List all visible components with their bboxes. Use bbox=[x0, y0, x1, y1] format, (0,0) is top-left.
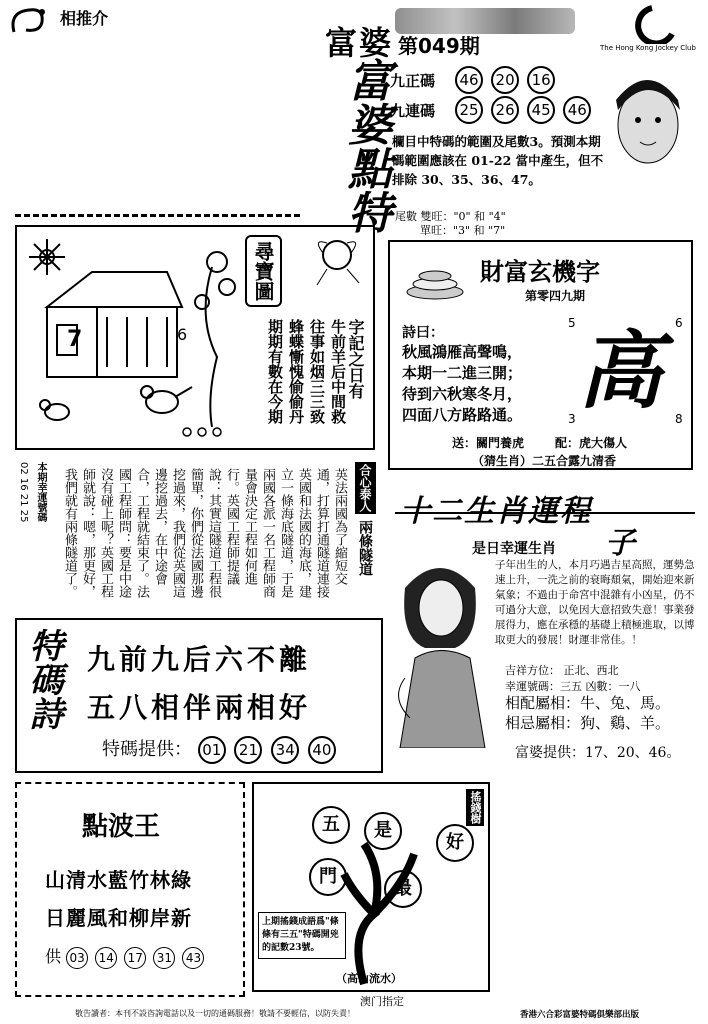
tree-fruit: 門 bbox=[309, 858, 347, 896]
page-title: 富婆 bbox=[325, 24, 394, 62]
house-number-7: 7 bbox=[67, 327, 83, 352]
lian-number: 46 bbox=[563, 96, 591, 124]
tail-double-value: "0" 和 "4" bbox=[453, 210, 506, 223]
swirl-icon bbox=[4, 2, 64, 42]
wave-provide bbox=[45, 944, 206, 969]
corner-text: 相推介 bbox=[60, 9, 109, 28]
story-side-label: 本期幸運號碼 bbox=[35, 462, 46, 522]
corner-num-bl: 3 bbox=[568, 412, 576, 426]
tail-single-value: "3" 和 "7" bbox=[453, 224, 506, 237]
tree-fruit: 五 bbox=[312, 806, 350, 844]
zheng-number: 16 bbox=[527, 66, 555, 94]
column-title: 富婆點特 bbox=[340, 58, 391, 234]
wave-line1: 山清水藍竹林綠 bbox=[45, 868, 192, 892]
wave-line2: 日麗風和柳岸新 bbox=[45, 906, 192, 930]
treasure-poem-line: 蜂蝶慚愧偷偷丹 bbox=[287, 319, 305, 424]
corner-num-br: 8 bbox=[675, 412, 683, 426]
zheng-label: 九正碼 bbox=[390, 72, 436, 90]
story-title: 兩條隧道 bbox=[357, 520, 373, 576]
tree-icon bbox=[195, 252, 235, 427]
zodiac-provide: 富婆提供：17、20、46。 bbox=[515, 745, 681, 761]
story-side bbox=[18, 462, 48, 602]
special-number: 40 bbox=[308, 736, 336, 764]
tree-fruit: 是 bbox=[364, 812, 402, 850]
treasure-poem-line: 往事如烟三三致 bbox=[308, 319, 326, 424]
treasure-poem-title: 字記之日有 bbox=[346, 319, 365, 399]
fortune-sender: 送：關門養虎 bbox=[452, 436, 525, 450]
lucky-zodiac: 子 bbox=[605, 526, 635, 561]
fortune-poem-line: 秋風鴻雁高聲鳴， bbox=[402, 343, 523, 361]
wave-king-panel bbox=[15, 782, 245, 997]
zodiac-stroke bbox=[395, 512, 695, 514]
fortune-receiver: 配：虎大傷人 bbox=[555, 436, 628, 450]
fortune-poem-line: 本期一二進三開； bbox=[402, 364, 523, 382]
treasure-map-panel bbox=[15, 225, 375, 450]
wave-number: 43 bbox=[182, 947, 204, 969]
house-number-6: 6 bbox=[177, 325, 188, 344]
lucky-zodiac-label: 是日幸運生肖 bbox=[472, 541, 556, 557]
zodiac-match: 相配屬相：牛、兔、馬。 bbox=[505, 694, 671, 712]
fortune-issue: 第零四九期 bbox=[525, 289, 586, 303]
tree-fruit: 最 bbox=[384, 870, 422, 908]
corner-num-tr: 6 bbox=[675, 316, 683, 330]
money-tree-panel bbox=[252, 782, 490, 992]
wave-provide-label: 供 bbox=[45, 947, 62, 966]
special-poem-provide-label: 特碼提供： bbox=[102, 739, 192, 760]
story-side-numbers: 02 16 21 25 bbox=[18, 462, 29, 523]
lian-label: 九連碼 bbox=[390, 102, 436, 120]
corner-num-tl: 5 bbox=[568, 316, 576, 330]
special-number: 34 bbox=[271, 736, 299, 764]
tail-single bbox=[420, 222, 505, 238]
lian-numbers bbox=[455, 96, 594, 124]
zodiac-direction: 吉祥方位： 正北、西北 bbox=[505, 664, 619, 677]
wave-number: 17 bbox=[124, 947, 146, 969]
portrait-woman bbox=[600, 70, 695, 180]
treasure-title: 尋寶圖 bbox=[245, 235, 282, 307]
chicken-icon bbox=[141, 386, 192, 413]
treasure-map-illustration bbox=[17, 227, 247, 447]
fortune-poem-line: 四面八方路路通。 bbox=[402, 406, 523, 424]
tail-single-label: 單旺： bbox=[420, 224, 453, 237]
bird-icon bbox=[40, 400, 69, 420]
house-icon bbox=[47, 272, 182, 377]
treasure-poem bbox=[265, 319, 347, 444]
cupid-icon bbox=[307, 233, 367, 288]
jockey-club-text: The Hong Kong Jockey Club bbox=[600, 44, 696, 52]
zheng-number: 20 bbox=[491, 66, 519, 94]
special-number: 21 bbox=[234, 736, 262, 764]
footer-left: 敬告讀者：本刊不設咨詢電話以及一切的通碼服務！敬請不要輕信，以防失責！ bbox=[75, 1009, 355, 1018]
flowers-icon bbox=[183, 428, 221, 436]
zheng-number: 46 bbox=[455, 66, 483, 94]
lian-number: 25 bbox=[455, 96, 483, 124]
tree-bottom-label: 澳门指定 bbox=[360, 995, 404, 1008]
story-tag: 合心泰人 bbox=[355, 462, 376, 514]
special-poem-line1: 九前九后六不離 bbox=[87, 643, 312, 676]
wave-number: 31 bbox=[153, 947, 175, 969]
lian-number: 26 bbox=[491, 96, 519, 124]
lian-number: 45 bbox=[527, 96, 555, 124]
special-poem-provide bbox=[102, 735, 339, 764]
fortune-poem bbox=[402, 342, 522, 426]
story-text: 英法兩國為了縮短交通，打算打通隧道連接英國和法國的海底，建立一條海底隧道，于是兩國各派一名工程師商量會決定工程如何進行。英國工程師提議說：其實這隧道工程很簡單，你們從法國那邊挖過來，我們從英國這邊挖過去，在中途會合，工程就結束了。法國工程師問：要是中途沒有碰上呢？英國工程師就說：嗯，那更好，我們就有兩條隧道了。 bbox=[62, 468, 347, 598]
fortune-poem-line: 待到六秋寒冬月， bbox=[402, 385, 523, 403]
tail-double-label: 尾數 雙旺： bbox=[395, 210, 454, 223]
zodiac-lucky-numbers: 幸運號碼：三五 凶數：一八 bbox=[505, 680, 641, 693]
jockey-club-logo bbox=[612, 4, 692, 44]
wave-title: 點波王 bbox=[82, 812, 161, 842]
tree-note: 上期搖錢成語爲"條條有三五"特碼開兇的記數23號。 bbox=[258, 912, 346, 959]
issue-label: 第049期 bbox=[398, 34, 480, 58]
special-number: 01 bbox=[198, 736, 226, 764]
tree-signature: （高山流水） bbox=[336, 972, 402, 985]
wave-number: 14 bbox=[95, 947, 117, 969]
fortune-panel bbox=[388, 240, 693, 470]
coins-icon bbox=[400, 262, 470, 302]
zodiac-text: 子年出生的人，本月巧遇吉星高照，運勢急速上升，一洗之前的衰晦頹氣，開始迎來新氣象；不過由于命宮中混雜有小凶星，仍不可過分大意，以免因大意招致失意！事業發展得力，應在承穩的基礎上積極進取，以博取更大的發展！財運非常佳。！ bbox=[495, 559, 695, 646]
analysis-text: 欄目中特碼的範圍及尾數3。預測本期碼範圍應該在 01-22 當中產生，但不排除 30、35、36、47。 bbox=[392, 134, 604, 187]
treasure-poem-line: 期期有數在今期 bbox=[266, 319, 284, 424]
footer-right: 香港六合彩富婆特碼俱樂部出版 bbox=[520, 1010, 640, 1020]
special-poem-panel bbox=[15, 618, 383, 773]
treasure-poem-line: 牛前羊后中間救 bbox=[329, 319, 347, 424]
zodiac-woman bbox=[385, 548, 500, 748]
tree-fruit: 好 bbox=[436, 824, 474, 862]
tree-side-label: 搖錢樹 bbox=[466, 789, 484, 826]
zheng-numbers bbox=[455, 66, 558, 94]
sun-icon bbox=[29, 239, 65, 275]
special-poem-line2: 五八相伴兩相好 bbox=[87, 691, 312, 724]
divider-line bbox=[15, 214, 300, 217]
zodiac-title: 十二生肖運程 bbox=[400, 494, 592, 529]
fortune-title: 財富玄機字 bbox=[480, 257, 600, 286]
wave-number: 03 bbox=[66, 947, 88, 969]
corner-logo bbox=[4, 2, 64, 42]
fortune-poem-label: 詩曰： bbox=[402, 325, 444, 341]
fortune-big-char: 高 bbox=[578, 321, 663, 420]
special-poem-title: 特碼詩 bbox=[23, 628, 63, 730]
fortune-answer: （猜生肖）二五合露九清香 bbox=[472, 454, 617, 468]
zodiac-clash: 相忌屬相：狗、鷄、羊。 bbox=[505, 714, 671, 732]
